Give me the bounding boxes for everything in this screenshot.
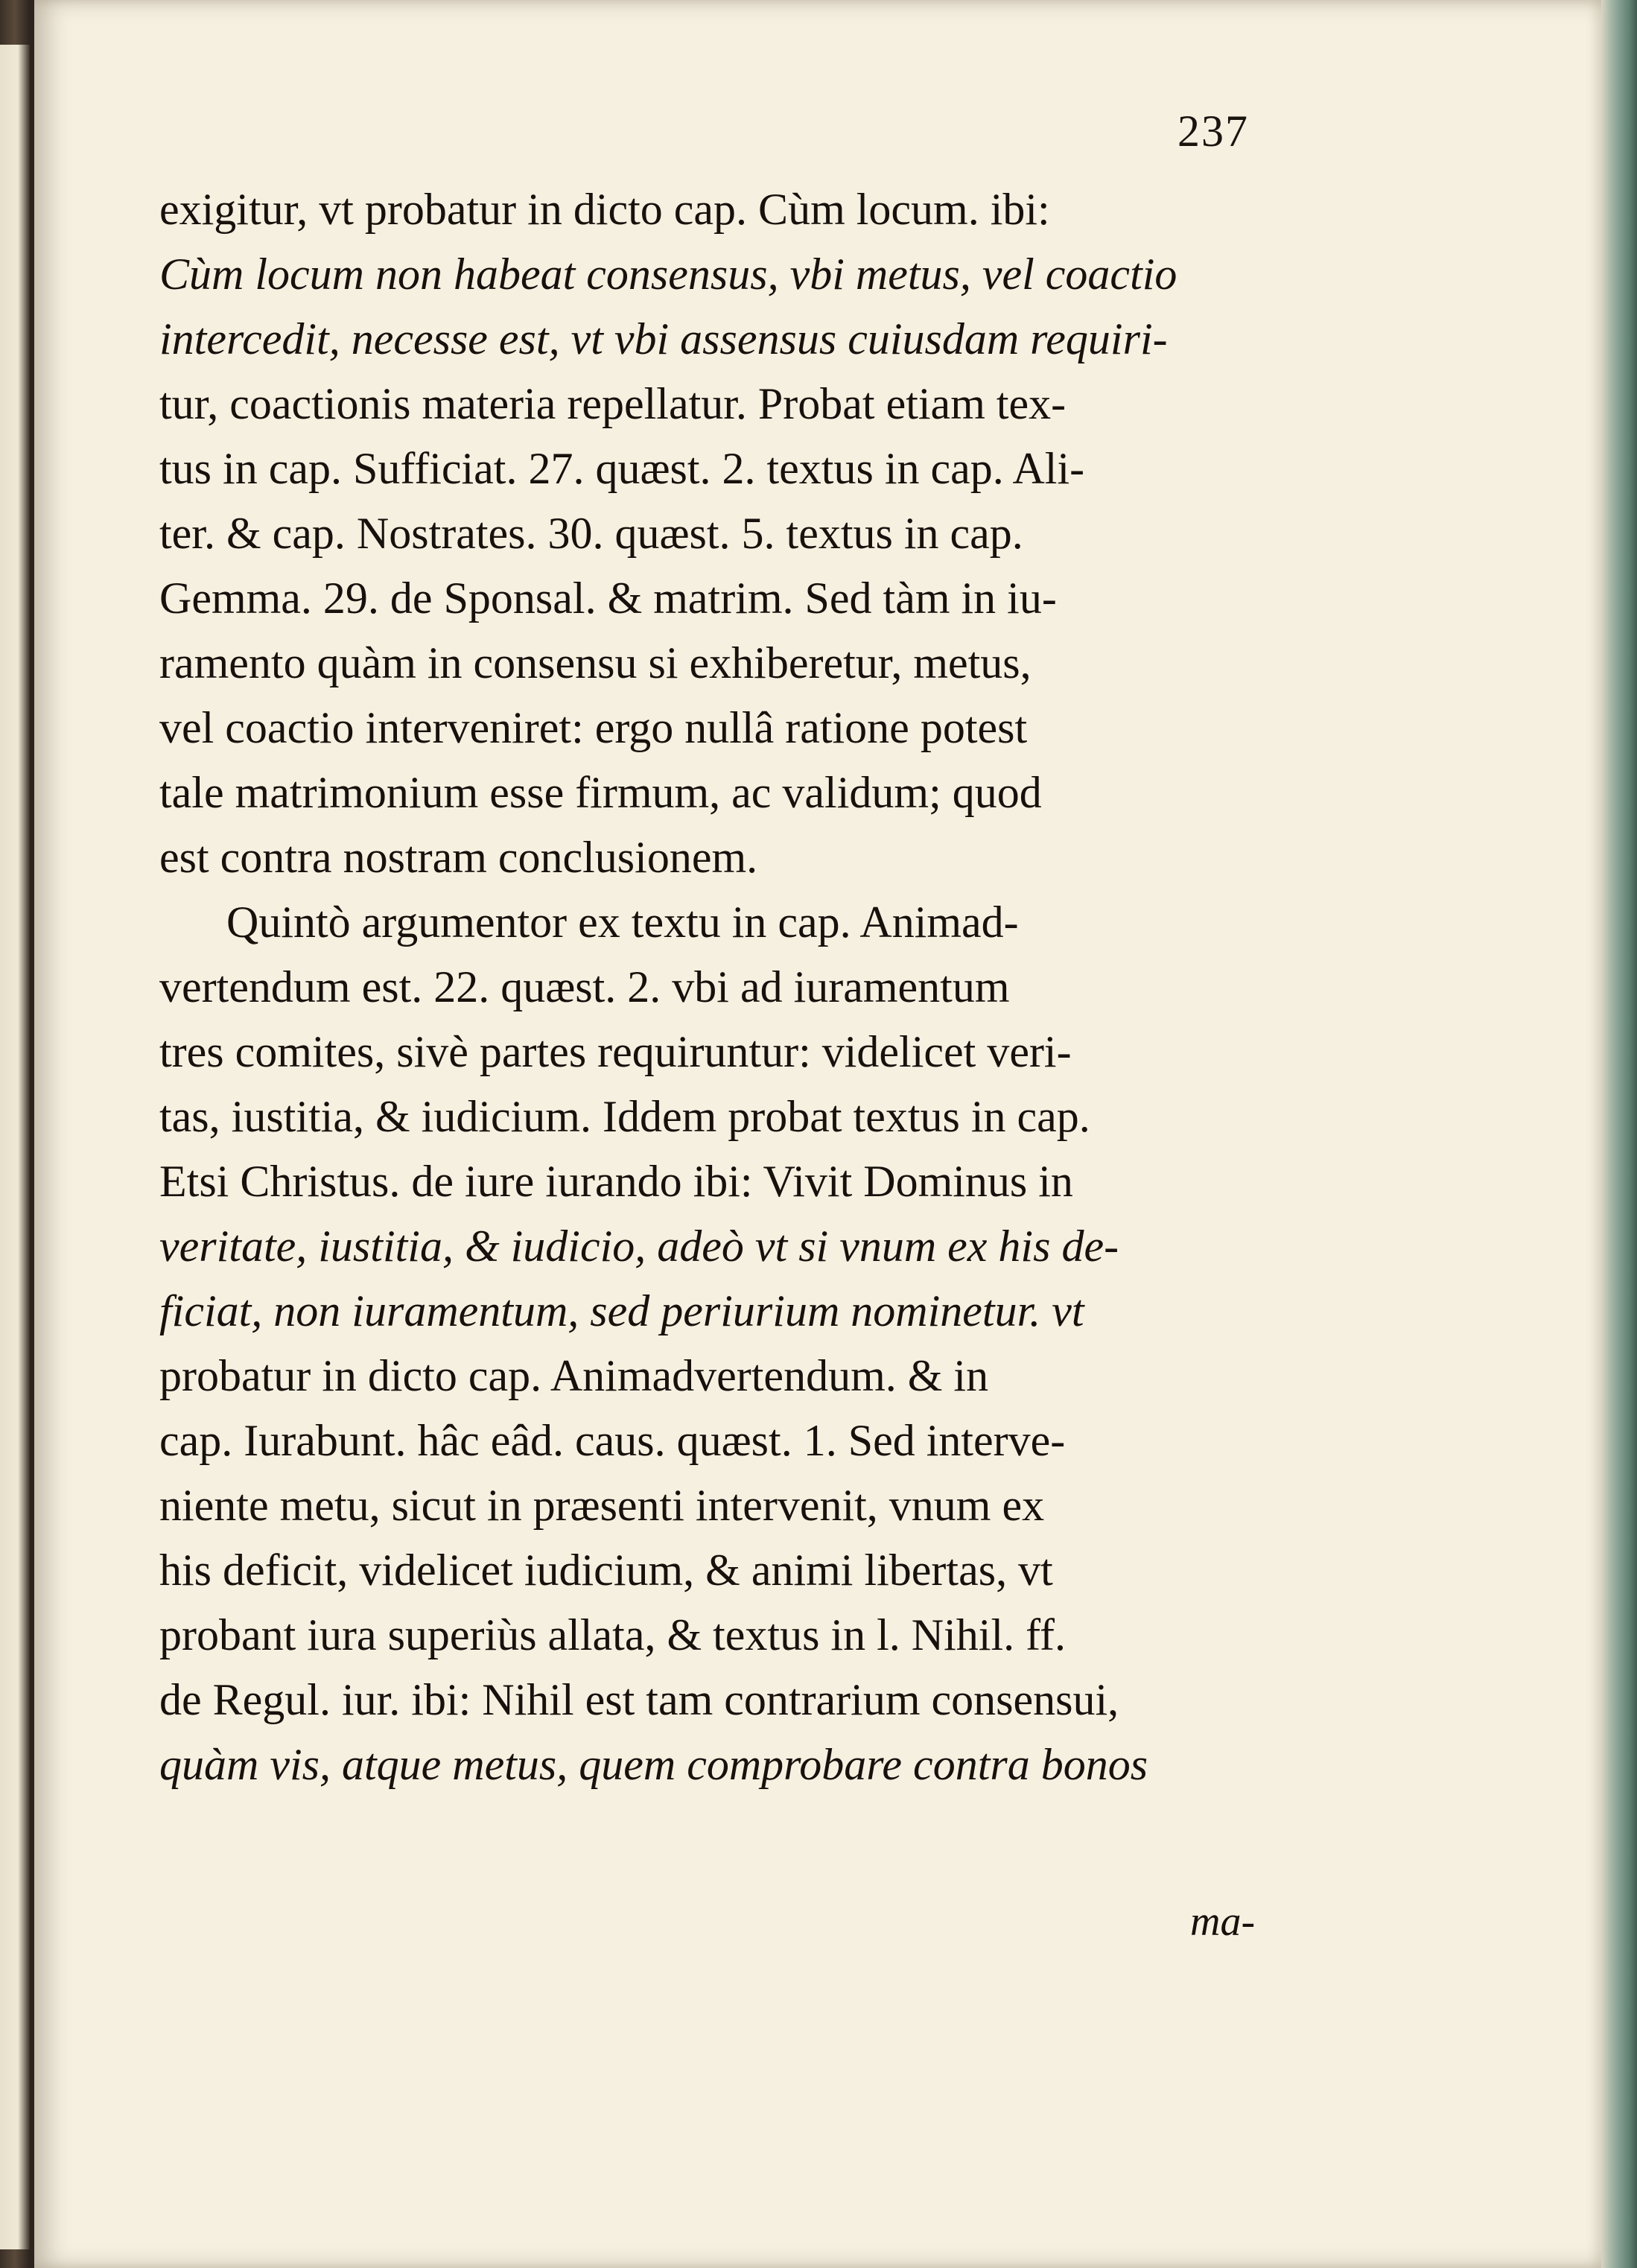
text-line: ter. & cap. Nostrates. 30. quæst. 5. textus in cap. xyxy=(159,509,1023,558)
text-block xyxy=(159,177,1291,1797)
text-line: est contra nostram conclusionem. xyxy=(159,833,758,882)
text-line: probant iura superiùs allata, & textus in l. Nihil. ff. xyxy=(159,1610,1066,1659)
text-line: quàm vis, atque metus, quem comprobare contra bonos xyxy=(159,1740,1148,1789)
text-line: probatur in dicto cap. Animadvertendum. & in xyxy=(159,1351,989,1400)
text-line: ramento quàm in consensu si exhiberetur, metus, xyxy=(159,638,1032,687)
text-line: vel coactio interveniret: ergo nullâ ratione potest xyxy=(159,703,1028,752)
facing-page-edge xyxy=(0,45,30,2249)
text-line: Gemma. 29. de Sponsal. & matrim. Sed tàm in iu- xyxy=(159,574,1057,623)
text-line: exigitur, vt probatur in dicto cap. Cùm locum. ibi: xyxy=(159,185,1050,234)
text-line: tale matrimonium esse firmum, ac validum; quod xyxy=(159,768,1042,817)
text-line: tas, iustitia, & iudicium. Iddem probat textus in cap. xyxy=(159,1092,1090,1141)
text-line: tus in cap. Sufficiat. 27. quæst. 2. textus in cap. Ali- xyxy=(159,444,1085,493)
text-line: tur, coactionis materia repellatur. Probat etiam tex- xyxy=(159,379,1067,428)
text-line: tres comites, sivè partes requiruntur: videlicet veri- xyxy=(159,1027,1072,1076)
text-line: cap. Iurabunt. hâc eâd. caus. quæst. 1. Sed interve- xyxy=(159,1416,1066,1465)
text-line: Quintò argumentor ex textu in cap. Animad- xyxy=(226,898,1019,947)
catchword: ma- xyxy=(1190,1899,1256,1945)
text-line: his deficit, videlicet iudicium, & animi libertas, vt xyxy=(159,1546,1053,1595)
text-line: de Regul. iur. ibi: Nihil est tam contrarium consensui, xyxy=(159,1675,1119,1724)
text-line: Cùm locum non habeat consensus, vbi metus, vel coactio xyxy=(159,250,1177,299)
text-line: niente metu, sicut in præsenti intervenit, vnum ex xyxy=(159,1481,1045,1530)
text-line: intercedit, necesse est, vt vbi assensus cuiusdam requiri- xyxy=(159,314,1168,363)
book-fore-edge xyxy=(1601,0,1637,2268)
text-line: veritate, iustitia, & iudicio, adeò vt si vnum ex his de- xyxy=(159,1222,1119,1271)
text-line: ficiat, non iuramentum, sed periurium nominetur. vt xyxy=(159,1286,1084,1335)
book-page xyxy=(34,0,1601,2268)
text-line: Etsi Christus. de iure iurando ibi: Vivit Dominus in xyxy=(159,1157,1073,1206)
page-number: 237 xyxy=(1177,107,1249,156)
text-line: vertendum est. 22. quæst. 2. vbi ad iuramentum xyxy=(159,962,1010,1011)
